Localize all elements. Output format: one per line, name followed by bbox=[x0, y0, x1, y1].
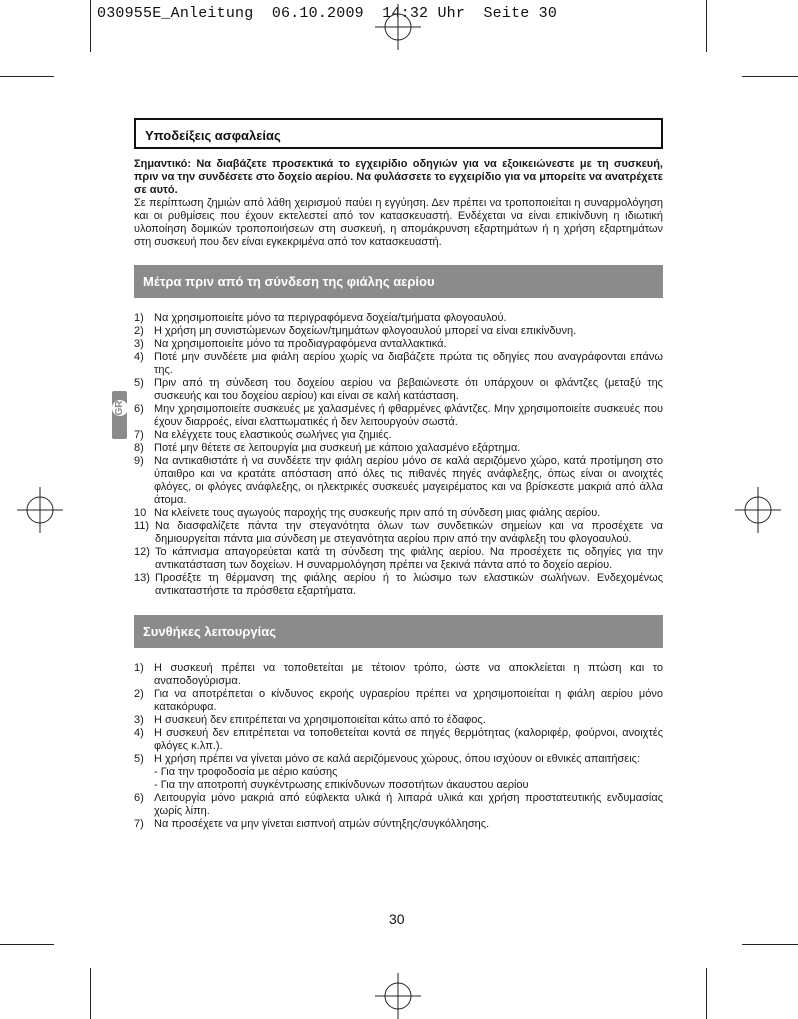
list-item-number: 11) bbox=[134, 520, 150, 532]
list-item-text: Να διασφαλίζετε πάντα την στεγανότητα όλων των συνδετικών σημείων και να προσέχετε να δημιουργείται πάντα μια σύνδεση με στεγανότητα αερίου πριν από την ανάφλεξη του φλογοαυλού. bbox=[155, 520, 663, 545]
list-item-text: Η συσκευή δεν επιτρέπεται να χρησιμοποιείται κάτω από το έδαφος. bbox=[154, 714, 486, 726]
safety-notice-bold: Σημαντικό: Να διαβάζετε προσεκτικά το εγχειρίδιο οδηγιών για να εξοικειώνεστε με τη συσκευή, πριν να την συνδέσετε στο δοχείο αερίου. Να φυλάσσετε το εγχειρίδιο για να μπορείτε να ανατρέχετε σε αυτό. bbox=[134, 158, 663, 196]
list-item bbox=[134, 325, 663, 338]
list-item-number: 9) bbox=[134, 455, 144, 467]
list-item-text: Να αντικαθιστάτε ή να συνδέετε την φιάλη αερίου μόνο σε καλά αεριζόμενο χώρο, κατά προτίμηση στο ύπαιθρο και να κρατάτε απόσταση από όλες τις πιθανές πηγές ανάφλεξης, όπως είναι οι ανοιχτές φλόγες, οι φλόγες ανάφλεξης, οι ηλεκτρικές συσκευές μαγειρέματος και να βρίσκεστε μακριά από άλλα άτομα. bbox=[154, 455, 663, 506]
list-item-number: 10 bbox=[134, 507, 147, 519]
section-title-before-connection: Μέτρα πριν από τη σύνδεση της φιάλης αερίου bbox=[134, 265, 663, 298]
list-item-text: Να κλείνετε τους αγωγούς παροχής της συσκευής πριν από τη σύνδεση μιας φιάλης αερίου. bbox=[154, 507, 601, 519]
crop-mark bbox=[0, 944, 54, 945]
list-item bbox=[134, 546, 663, 572]
list-item-number: 3) bbox=[134, 714, 144, 726]
list-subitem: - Για την τροφοδοσία με αέριο καύσης bbox=[154, 766, 338, 778]
crop-mark bbox=[742, 76, 798, 77]
list-item bbox=[134, 714, 663, 727]
list-item bbox=[134, 727, 663, 753]
list-item bbox=[134, 312, 663, 325]
list-item-text: Για να αποτρέπεται ο κίνδυνος εκροής υγραερίου πρέπει να χρησιμοποιείται η φιάλη αερίου μόνο κατακόρυφα. bbox=[154, 688, 663, 713]
list-item-number: 6) bbox=[134, 403, 144, 415]
list-item bbox=[134, 662, 663, 688]
before-connection-list bbox=[134, 312, 663, 598]
list-item bbox=[134, 753, 663, 792]
list-item bbox=[134, 792, 663, 818]
list-item bbox=[134, 688, 663, 714]
list-item bbox=[134, 403, 663, 429]
list-item-number: 2) bbox=[134, 325, 144, 337]
page-number: 30 bbox=[389, 911, 405, 927]
list-item-number: 3) bbox=[134, 338, 144, 350]
crop-mark bbox=[706, 968, 707, 1019]
crop-mark bbox=[706, 0, 707, 52]
list-item-text: Το κάπνισμα απαγορεύεται κατά τη σύνδεση της φιάλης αερίου. Να προσέχετε τις οδηγίες για την αντικατάσταση των δοχείων. Η συναρμολόγηση πρέπει να ξεκινά πάντα από το δοχείο αερίου. bbox=[155, 546, 663, 571]
list-item bbox=[134, 818, 663, 831]
list-item bbox=[134, 507, 663, 520]
list-item-number: 1) bbox=[134, 312, 144, 324]
list-subitem: - Για την αποτροπή συγκέντρωσης επικίνδυνων ποσοτήτων άκαυστου αερίου bbox=[154, 779, 529, 791]
list-item-text: Να χρησιμοποιείτε μόνο τα περιγραφόμενα δοχεία/τμήματα φλογοαυλού. bbox=[154, 312, 507, 324]
crop-mark bbox=[90, 968, 91, 1019]
registration-mark-icon bbox=[735, 487, 781, 533]
list-item-number: 8) bbox=[134, 442, 144, 454]
list-item-number: 2) bbox=[134, 688, 144, 700]
list-item-text: Μην χρησιμοποιείτε συσκευές με χαλασμένες ή φθαρμένες φλάντζες. Μην χρησιμοποιείτε συσκευές που έχουν διαρροές, είναι ελαττωματικές ή δεν λειτουργούν σωστά. bbox=[154, 403, 663, 428]
safety-title: Υποδείξεις ασφαλείας bbox=[134, 118, 663, 149]
list-item-number: 13) bbox=[134, 572, 150, 584]
list-item-text: Προσέξτε τη θέρμανση της φιάλης αερίου ή το λιώσιμο των ελαστικών σωλήνων. Ενδεχομένως αντικαταστήστε τα πρόσθετα εξαρτήματα. bbox=[155, 572, 663, 597]
list-item bbox=[134, 572, 663, 598]
list-item-text: Να χρησιμοποιείτε μόνο τα προδιαγραφόμενα ανταλλακτικά. bbox=[154, 338, 447, 350]
list-item-number: 5) bbox=[134, 753, 144, 765]
section-title-operating-conditions: Συνθήκες λειτουργίας bbox=[134, 615, 663, 648]
list-item-number: 5) bbox=[134, 377, 144, 389]
list-item-text: Η χρήση πρέπει να γίνεται μόνο σε καλά αεριζόμενους χώρους, όπου ισχύουν οι εθνικές απαιτήσεις: bbox=[154, 753, 641, 765]
crop-mark bbox=[0, 76, 54, 77]
list-item-number: 7) bbox=[134, 429, 144, 441]
safety-notice-body: Σε περίπτωση ζημιών από λάθη χειρισμού παύει η εγγύηση. Δεν πρέπει να τροποποιείται η συναρμολόγηση και οι ρυθμίσεις που έχουν εκτελεστεί από τον κατασκευαστή. Ενδέχεται να είναι επικίνδυνη η ιδιωτική υλοποίηση δομικών τροποποιήσεων στη συσκευή, η απομάκρυνση εξαρτημάτων ή η χρήση εξαρτημάτων στη συσκευή που δεν είναι εγκεκριμένα από τον κατασκευαστή. bbox=[134, 197, 663, 248]
list-item-text: Η συσκευή δεν επιτρέπεται να τοποθετείται κοντά σε πηγές θερμότητας (καλοριφέρ, φούρνοι, ανοιχτές φλόγες κ.λπ.). bbox=[154, 727, 663, 752]
registration-mark-icon bbox=[375, 973, 421, 1019]
list-item bbox=[134, 351, 663, 377]
list-item bbox=[134, 442, 663, 455]
operating-conditions-list bbox=[134, 662, 663, 831]
crop-mark bbox=[90, 0, 91, 52]
language-badge: GR bbox=[112, 400, 128, 416]
list-item-text: Η συσκευή πρέπει να τοποθετείται με τέτοιον τρόπο, ώστε να αποκλείεται η πτώση και το αναποδογύρισμα. bbox=[154, 662, 663, 687]
list-item-text: Να προσέχετε να μην γίνεται εισπνοή ατμών σύντηξης/συγκόλλησης. bbox=[154, 818, 490, 830]
list-item-number: 4) bbox=[134, 351, 144, 363]
list-item bbox=[134, 338, 663, 351]
registration-mark-icon bbox=[375, 4, 421, 50]
list-item-number: 7) bbox=[134, 818, 144, 830]
list-item-number: 4) bbox=[134, 727, 144, 739]
list-item bbox=[134, 429, 663, 442]
list-item-text: Λειτουργία μόνο μακριά από εύφλεκτα υλικά ή λιπαρά υλικά και χρήση προστατευτικής ενδυμασίας χωρίς λίπη. bbox=[154, 792, 663, 817]
page-content bbox=[134, 118, 663, 831]
list-item-text: Πριν από τη σύνδεση του δοχείου αερίου να βεβαιώνεστε ότι υπάρχουν οι φλάντζες (μεταξύ της συσκευής και του δοχείου αερίου) και είναι σε καλή κατάσταση. bbox=[154, 377, 663, 402]
list-item-text: Η χρήση μη συνιστώμενων δοχείων/τμημάτων φλογοαυλού μπορεί να είναι επικίνδυνη. bbox=[154, 325, 577, 337]
registration-mark-icon bbox=[17, 487, 63, 533]
list-item-number: 12) bbox=[134, 546, 150, 558]
list-item bbox=[134, 377, 663, 403]
list-item-text: Να ελέγχετε τους ελαστικούς σωλήνες για ζημιές. bbox=[154, 429, 392, 441]
list-item-number: 6) bbox=[134, 792, 144, 804]
list-item-text: Ποτέ μην συνδέετε μια φιάλη αερίου χωρίς να διαβάζετε πρώτα τις οδηγίες που αναγράφονται επάνω της. bbox=[154, 351, 663, 376]
list-item bbox=[134, 455, 663, 507]
list-item bbox=[134, 520, 663, 546]
list-item-number: 1) bbox=[134, 662, 144, 674]
crop-mark bbox=[742, 944, 798, 945]
list-item-text: Ποτέ μην θέτετε σε λειτουργία μια συσκευή με κάποιο χαλασμένο εξάρτημα. bbox=[154, 442, 521, 454]
print-header: 030955E_Anleitung 06.10.2009 14:32 Uhr Seite 30 bbox=[97, 5, 558, 22]
